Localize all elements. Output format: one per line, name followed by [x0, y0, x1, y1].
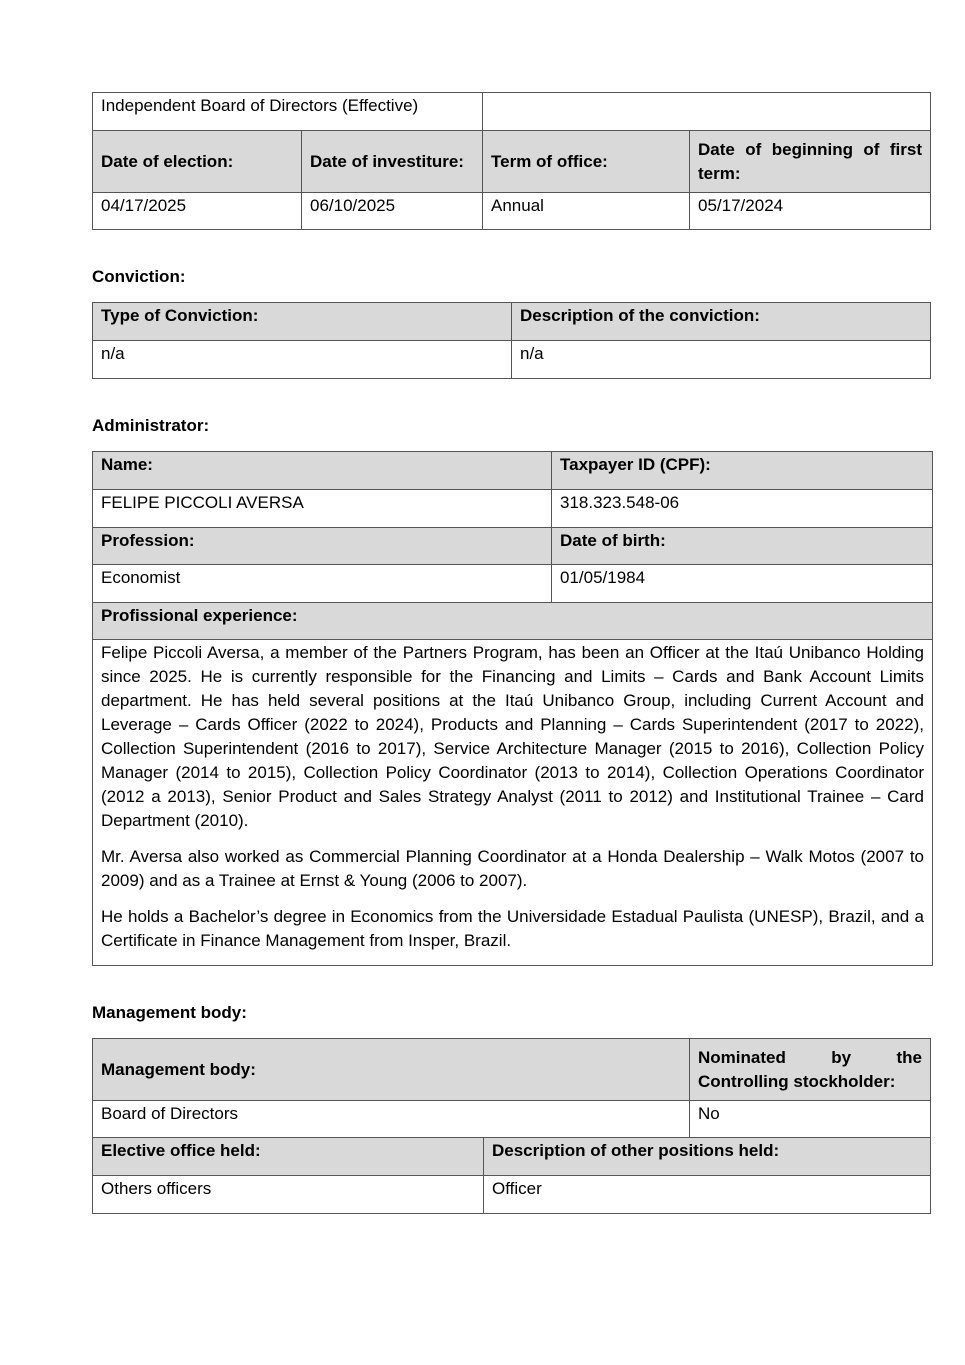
- experience-text: [93, 640, 933, 966]
- date-of-first-term-value: 05/17/2024: [690, 193, 931, 230]
- experience-label: Profissional experience:: [93, 603, 933, 640]
- name-label: Name:: [93, 452, 552, 490]
- other-positions-label: Description of other positions held:: [484, 1138, 931, 1176]
- conviction-description-label: Description of the conviction:: [512, 303, 931, 341]
- conviction-type-value: n/a: [93, 341, 512, 379]
- management-section-title: Management body:: [92, 1003, 247, 1022]
- date-of-election-label: Date of election:: [93, 131, 302, 193]
- conviction-table: [92, 302, 931, 379]
- dob-label: Date of birth:: [552, 528, 933, 565]
- administrator-table: [92, 451, 933, 966]
- term-of-office-label: Term of office:: [483, 131, 690, 193]
- cpf-value: 318.323.548-06: [552, 490, 933, 528]
- management-table: [92, 1038, 931, 1214]
- nominated-value: No: [690, 1101, 931, 1138]
- date-of-election-value: 04/17/2025: [93, 193, 302, 230]
- conviction-type-label: Type of Conviction:: [93, 303, 512, 341]
- term-table: [92, 92, 931, 230]
- conviction-section-title: Conviction:: [92, 267, 186, 286]
- conviction-description-value: n/a: [512, 341, 931, 379]
- experience-paragraph: Mr. Aversa also worked as Commercial Planning Coordinator at a Honda Dealership – Walk Motos (2007 to 2009) and as a Trainee at Ernst & Young (2006 to 2007).: [101, 847, 924, 890]
- board-type-cell: Independent Board of Directors (Effective): [93, 93, 483, 131]
- date-of-investiture-label: Date of investiture:: [302, 131, 483, 193]
- date-of-investiture-value: 06/10/2025: [302, 193, 483, 230]
- elective-office-value: Others officers: [93, 1176, 484, 1214]
- dob-value: 01/05/1984: [552, 565, 933, 603]
- nominated-label: Nominated by the Controlling stockholder:: [690, 1039, 931, 1101]
- term-of-office-value: Annual: [483, 193, 690, 230]
- management-body-value: Board of Directors: [93, 1101, 690, 1138]
- profession-value: Economist: [93, 565, 552, 603]
- elective-office-label: Elective office held:: [93, 1138, 484, 1176]
- cpf-label: Taxpayer ID (CPF):: [552, 452, 933, 490]
- date-of-first-term-label: Date of beginning of first term:: [690, 131, 931, 193]
- experience-paragraph: He holds a Bachelor’s degree in Economics from the Universidade Estadual Paulista (UNESP), Brazil, and a Certificate in Finance Management from Insper, Brazil.: [101, 907, 924, 950]
- experience-paragraph: Felipe Piccoli Aversa, a member of the Partners Program, has been an Officer at the Itaú Unibanco Holding since 2025. He is currently responsible for the Financing and Limits – Cards and Bank Account Limits department. He has held several positions at the Itaú Unibanco Group, including Current Account and Leverage – Cards Officer (2022 to 2024), Products and Planning – Cards Superintendent (2017 to 2022), Collection Superintendent (2016 to 2017), Service Architecture Manager (2015 to 2016), Collection Policy Manager (2014 to 2015), Collection Policy Coordinator (2013 to 2014), Collection Operations Coordinator (2012 a 2013), Senior Product and Sales Strategy Analyst (2011 to 2012) and Institutional Trainee – Card Department (2010).: [101, 643, 924, 830]
- profession-label: Profession:: [93, 528, 552, 565]
- empty-cell: [483, 93, 931, 131]
- management-body-label: Management body:: [93, 1039, 690, 1101]
- administrator-section-title: Administrator:: [92, 416, 210, 435]
- name-value: FELIPE PICCOLI AVERSA: [93, 490, 552, 528]
- other-positions-value: Officer: [484, 1176, 931, 1214]
